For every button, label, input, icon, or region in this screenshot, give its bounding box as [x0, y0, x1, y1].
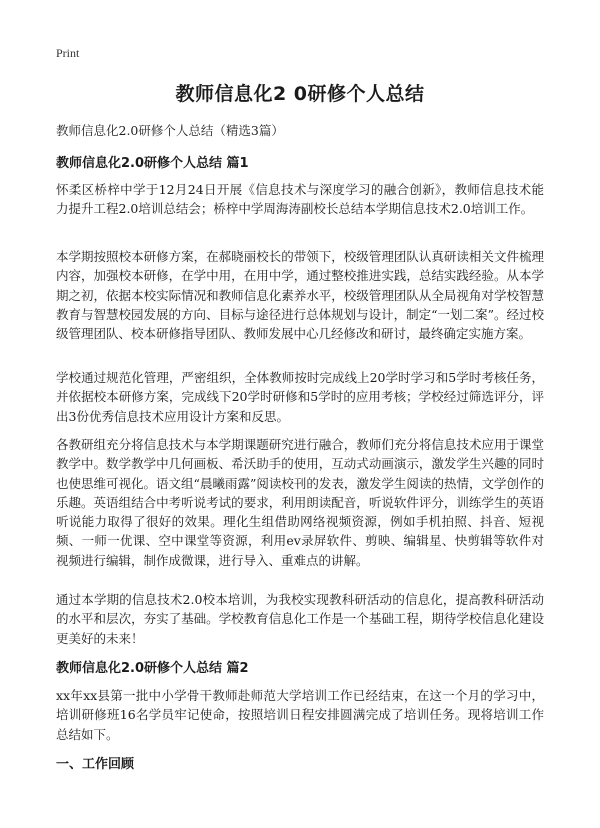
section1-paragraph-4: 各教研组充分将信息技术与本学期课题研究进行融合，教师们充分将信息技术应用于课堂教学中。数学教学中几何画板、希沃助手的使用，互动式动画演示，激发学生兴趣的同时也使思维可视化。语文组“晨曦雨露”阅读校刊的发表，激发学生阅读的热情，文学创作的乐趣。英语组结合中考听说考试的要求，利用朗读配音，听说软件评分，训练学生的英语听说能力取得了很好的效果。理化生组借助网络视频资源，例如手机拍照、抖音、短视频、一师一优课、空中课堂等资源，利用ev录屏软件、剪映、编辑星、快剪辑等软件对视频进行编辑，制作成微课，进行导入、重难点的讲解。	[56, 437, 544, 568]
section1-paragraph-5: 通过本学期的信息技术2.0校本培训，为我校实现教科研活动的信息化，提高教科研活动的水平和层次，夯实了基础。学校教育信息化工作是一个基础工程，期待学校信息化建设更美好的未来！	[56, 592, 544, 646]
section1-paragraph-2: 本学期按照校本研修方案，在郝晓丽校长的带领下，校级管理团队认真研读相关文件梳理内容，加强校本研修，在学中用，在用中学，通过整校推进实践，总结实践经验。从本学期之初，依据本校实际情况和教师信息化素养水平，校级管理团队从全局视角对学校智慧教育与智慧校园发展的方向、目标与途径进行总体规划与设计，制定“一划二案”。经过校级管理团队、校本研修指导团队、教师发展中心几经修改和研讨，最终确定实施方案。	[56, 249, 544, 342]
section1-paragraph-1: 怀柔区桥梓中学于12月24日开展《信息技术与深度学习的融合创新》，教师信息技术能力提升工程2.0培训总结会；桥梓中学周海涛副校长总结本学期信息技术2.0培训工作。	[56, 182, 544, 217]
document-title: 教师信息化2 0研修个人总结	[175, 83, 425, 105]
print-label[interactable]: Print	[56, 46, 80, 60]
section1-heading: 教师信息化2.0研修个人总结 篇1	[56, 156, 249, 171]
section2-paragraph-1: xx年xx县第一批中小学骨干教师赴师范大学培训工作已经结束，在这一个月的学习中，培训研修班16名学员牢记使命，按照培训日程安排圆满完成了培训任务。现将培训工作总结如下。	[56, 688, 544, 742]
section2-heading: 教师信息化2.0研修个人总结 篇2	[56, 661, 249, 676]
document-subtitle: 教师信息化2.0研修个人总结（精选3篇）	[56, 123, 284, 138]
section1-paragraph-3: 学校通过规范化管理，严密组织，全体教师按时完成线上20学时学习和5学时考核任务，并依据校本研修方案，完成线下20学时研修和5学时的应用考核；学校经过筛选评分，评出3份优秀信息技术应用设计方案和反思。	[56, 370, 544, 424]
section2-subheading: 一、工作回顾	[56, 757, 135, 772]
